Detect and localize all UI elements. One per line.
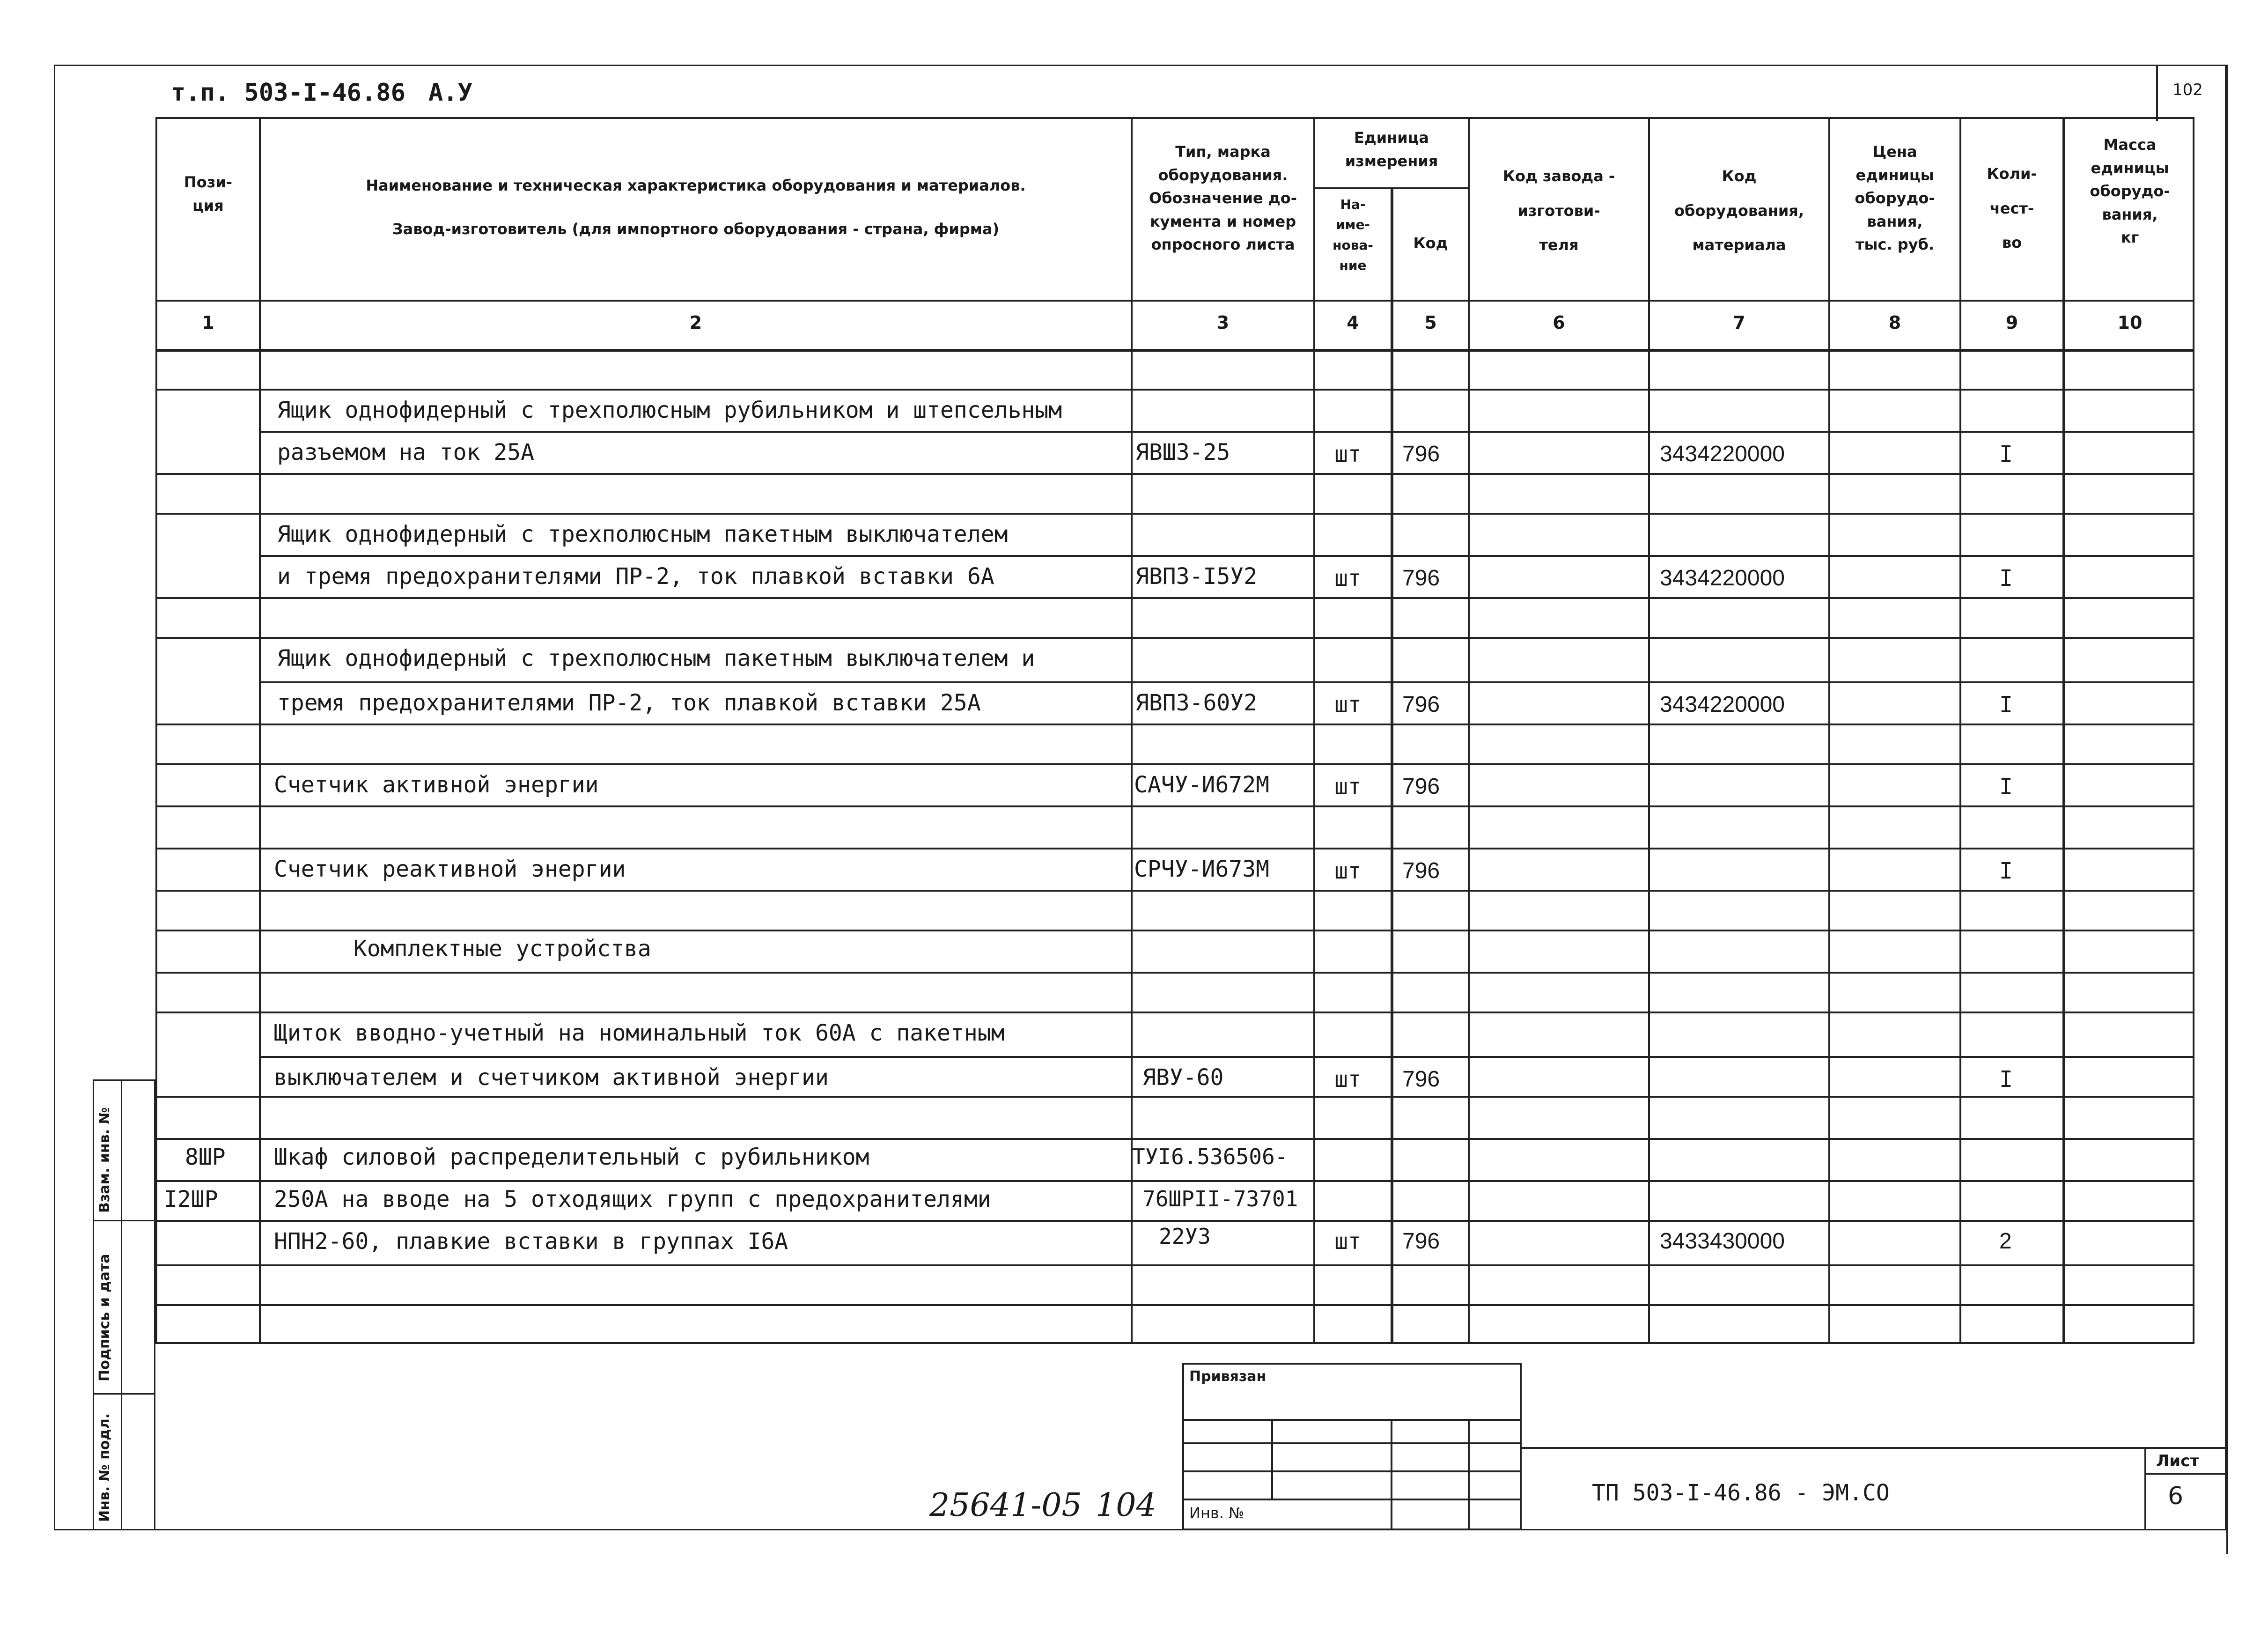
- item-name: и тремя предохранителями ПР-2, ток плавкой вставки 6А: [277, 563, 994, 590]
- item-name: Счетчик реактивной энергии: [274, 856, 626, 882]
- header-unit-name: На- име- нова- ние: [1333, 197, 1373, 273]
- column-number: 1: [202, 312, 214, 333]
- item-type: ЯВШЗ-25: [1135, 439, 1230, 465]
- unit-header-divider: [1313, 187, 1468, 189]
- inv-orig-label: Инв. № подл.: [96, 1413, 113, 1522]
- header-price: Цена единицы оборудо- вания, тыс. руб.: [1855, 143, 1935, 254]
- sheet-box-divider: [2144, 1473, 2226, 1475]
- item-unit: шт: [1334, 1228, 1362, 1255]
- row-line: [155, 805, 2194, 807]
- sheet-number: 6: [2168, 1482, 2184, 1510]
- item-unit: шт: [1334, 441, 1362, 467]
- sheet-label: Лист: [2156, 1452, 2199, 1470]
- column-number: 5: [1424, 312, 1437, 333]
- title-block-top: [1522, 1447, 2226, 1449]
- column-number: 6: [1553, 312, 1565, 333]
- column-number: 8: [1888, 312, 1901, 333]
- column-number: 3: [1216, 312, 1230, 333]
- item-name: Щиток вводно-учетный на номинальный ток 60А с пакетным: [274, 1020, 1005, 1046]
- item-unit: шт: [1334, 1066, 1362, 1093]
- corner-mark: 102: [2172, 81, 2203, 99]
- column-number: 10: [2117, 312, 2143, 333]
- sign-date-label: Подпись и дата: [96, 1254, 113, 1381]
- row-line: [155, 513, 2194, 515]
- item-unit-code: 796: [1402, 1229, 1440, 1254]
- binding-col: [1271, 1419, 1273, 1499]
- item-unit: шт: [1334, 858, 1362, 884]
- row-line: [155, 1304, 2194, 1306]
- row-line: [155, 473, 2194, 475]
- handwritten-page-number: 104: [1096, 1487, 1156, 1524]
- header-factory-code: Код завода - изготови- теля: [1502, 167, 1615, 254]
- binding-stamp-label: Привязан: [1189, 1368, 1267, 1385]
- item-name: НПН2-60, плавкие вставки в группах I6А: [274, 1228, 788, 1255]
- item-type: СРЧУ-И673М: [1134, 856, 1269, 882]
- album-code: А.У: [428, 79, 472, 107]
- row-line: [259, 1056, 2194, 1058]
- corner-box-line: [2156, 65, 2158, 121]
- binding-col: [1391, 1419, 1392, 1530]
- row-line: [259, 555, 2194, 557]
- row-line: [155, 1012, 2194, 1013]
- row-line: [155, 930, 2194, 931]
- row-line: [155, 637, 2194, 639]
- side-stamp-row: [93, 1393, 155, 1395]
- row-line: [155, 848, 2194, 849]
- header-quantity: Коли- чест- во: [1987, 165, 2037, 252]
- item-equipment-code: 3434220000: [1660, 566, 1785, 591]
- binding-row: [1182, 1470, 1522, 1472]
- row-line: [155, 724, 2194, 725]
- column-number: 9: [2005, 312, 2018, 333]
- item-name: Ящик однофидерный с трехполюсным пакетным выключателем и: [277, 645, 1035, 672]
- row-line: [155, 972, 2194, 974]
- row-line: [155, 1180, 2194, 1182]
- header-mass: Масса единицы оборудо- вания, кг: [2090, 136, 2170, 247]
- binding-row: [1182, 1419, 1522, 1421]
- item-quantity: I: [1999, 565, 2013, 591]
- item-unit-code: 796: [1402, 1067, 1440, 1092]
- item-quantity: I: [1999, 692, 2013, 718]
- item-unit: шт: [1334, 692, 1362, 718]
- column-number: 4: [1347, 312, 1359, 333]
- row-line: [155, 763, 2194, 765]
- item-name: разъемом на ток 25А: [277, 439, 535, 465]
- section-heading: Комплектные устройства: [353, 936, 651, 962]
- item-name: 250А на вводе на 5 отходящих групп с предохранителями: [274, 1186, 991, 1212]
- row-line: [155, 597, 2194, 599]
- header-equipment-code: Код оборудования, материала: [1674, 167, 1804, 254]
- document-designation: ТП 503-I-46.86 - ЭМ.СО: [1592, 1480, 1890, 1506]
- colnum-bottom-line: [155, 349, 2194, 352]
- item-name: Счетчик активной энергии: [274, 772, 599, 798]
- column-number: 2: [689, 312, 702, 333]
- row-line: [259, 431, 2194, 433]
- item-name: Ящик однофидерный с трехполюсным рубильником и штепсельным: [277, 397, 1062, 423]
- row-line: [155, 389, 2194, 391]
- binding-row: [1182, 1442, 1522, 1444]
- item-type: ЯВПЗ-60У2: [1135, 690, 1258, 716]
- right-margin-line: [2226, 65, 2228, 1554]
- item-quantity: I: [1999, 774, 2013, 800]
- item-type: 76ШРII-73701: [1142, 1186, 1298, 1211]
- column-number: 7: [1733, 312, 1745, 333]
- row-line: [259, 681, 2194, 683]
- item-type: ЯВПЗ-I5У2: [1135, 563, 1258, 590]
- item-unit: шт: [1334, 565, 1362, 591]
- header-position: Пози- ция: [184, 173, 233, 214]
- item-unit-code: 796: [1402, 692, 1440, 717]
- item-quantity: I: [1999, 1066, 2013, 1093]
- item-type: 22У3: [1159, 1224, 1211, 1249]
- side-stamp-row: [93, 1220, 155, 1221]
- header-unit-code: Код: [1413, 234, 1448, 252]
- item-position: 8ШР: [185, 1144, 226, 1170]
- item-type: ТУI6.536506-: [1132, 1144, 1288, 1169]
- binding-row: [1182, 1499, 1522, 1500]
- document-code: т.п. 503-I-46.86: [171, 79, 405, 107]
- item-unit-code: 796: [1402, 566, 1440, 591]
- item-name: тремя предохранителями ПР-2, ток плавкой вставки 25А: [277, 690, 981, 716]
- handwritten-archive-number: 25641-05: [929, 1487, 1082, 1524]
- item-name: Ящик однофидерный с трехполюсным пакетным выключателем: [277, 521, 1008, 547]
- header-name: Наименование и техническая характеристика оборудования и материалов. Завод-изготовитель (для импортного оборудования - страна, фирма): [366, 177, 1026, 238]
- binding-col: [1468, 1419, 1470, 1530]
- item-name: Шкаф силовой распределительный с рубильником: [274, 1144, 869, 1170]
- replace-inv-label: Взам. инв. №: [96, 1107, 113, 1213]
- row-line: [155, 890, 2194, 892]
- row-line: [155, 1138, 2194, 1140]
- side-stamp-divider: [121, 1079, 122, 1530]
- row-line: [155, 1264, 2194, 1266]
- row-line: [155, 1096, 2194, 1098]
- item-unit: шт: [1334, 774, 1362, 800]
- item-quantity: I: [1999, 858, 2013, 884]
- item-type: ЯВУ-60: [1142, 1064, 1224, 1091]
- header-bottom-line: [155, 300, 2194, 302]
- item-name: выключателем и счетчиком активной энергии: [274, 1064, 829, 1091]
- item-quantity: 2: [1999, 1229, 2012, 1254]
- col-divider: [1391, 187, 1393, 1344]
- item-position: I2ШР: [164, 1186, 218, 1212]
- sheet-box-left: [2144, 1447, 2146, 1530]
- header-unit-group: Единица измерения: [1345, 129, 1438, 170]
- item-equipment-code: 3433430000: [1660, 1229, 1785, 1254]
- item-equipment-code: 3434220000: [1660, 692, 1785, 717]
- inventory-number-label: Инв. №: [1189, 1504, 1244, 1522]
- item-unit-code: 796: [1402, 442, 1440, 466]
- item-equipment-code: 3434220000: [1660, 442, 1785, 466]
- item-type: САЧУ-И672М: [1134, 772, 1269, 798]
- header-type: Тип, марка оборудования. Обозначение до- кумента и номер опросного листа: [1149, 143, 1297, 254]
- item-quantity: I: [1999, 441, 2013, 467]
- item-unit-code: 796: [1402, 774, 1440, 799]
- row-line: [155, 1220, 2194, 1222]
- item-unit-code: 796: [1402, 858, 1440, 883]
